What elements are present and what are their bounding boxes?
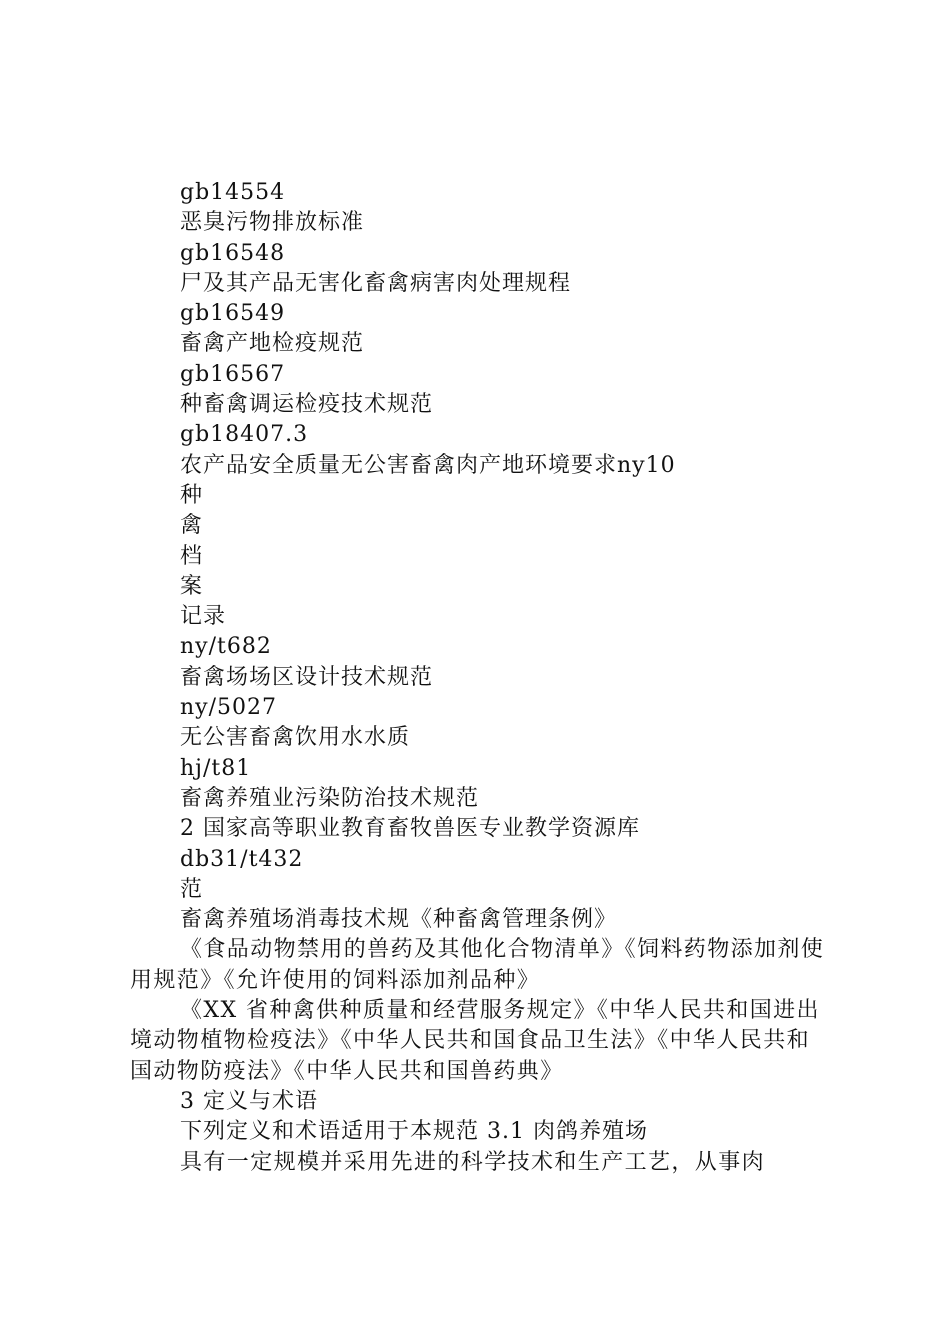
standard-code-db31-t432: db31/t432 xyxy=(180,846,304,872)
vertical-text-char: 种 xyxy=(180,482,204,508)
standard-title: 恶臭污物排放标准 xyxy=(180,210,365,236)
vertical-text-char: 禽 xyxy=(180,513,204,539)
definition-paragraph: 具有一定规模并采用先进的科学技术和生产工艺，从事肉 xyxy=(180,1149,766,1175)
standard-code-gb16549: gb16549 xyxy=(180,301,286,327)
definition-intro: 下列定义和术语适用于本规范 3.1 肉鸽养殖场 xyxy=(180,1119,648,1145)
standard-title: 种畜禽调运检疫技术规范 xyxy=(180,392,434,418)
standard-title: 畜禽养殖业污染防治技术规范 xyxy=(180,785,480,811)
vertical-text-char: 案 xyxy=(180,573,204,599)
law-list-paragraph: 《XX 省种禽供种质量和经营服务规定》《中华人民共和国进出境动物植物检疫法》《中华人民共和国食品卫生法》《中华人民共和国动物防疫法》《中华人民共和国兽药典》 xyxy=(130,998,820,1084)
standard-title: 记录 xyxy=(180,604,227,630)
resource-library-line: 2 国家高等职业教育畜牧兽医专业教学资源库 xyxy=(180,816,640,842)
vertical-text-char: 档 xyxy=(180,543,204,569)
section-heading: 3 定义与术语 xyxy=(180,1088,318,1114)
regulation-list-paragraph: 《食品动物禁用的兽药及其他化合物清单》《饲料药物添加剂使用规范》《允许使用的饲料添加剂品种》 xyxy=(130,937,825,993)
standard-title: 尸及其产品无害化畜禽病害肉处理规程 xyxy=(180,270,572,296)
standard-code-gb18407: gb18407.3 xyxy=(180,422,309,448)
standard-title: 农产品安全质量无公害畜禽肉产地环境要求ny10 xyxy=(180,452,676,478)
standard-title: 畜禽场场区设计技术规范 xyxy=(180,664,434,690)
standard-code-gb16548: gb16548 xyxy=(180,240,286,266)
standard-title: 畜禽产地检疫规范 xyxy=(180,331,365,357)
standard-code-hj-t81: hj/t81 xyxy=(180,755,252,781)
standard-code-gb14554: gb14554 xyxy=(180,180,286,205)
standard-title-fragment: 范 xyxy=(180,876,204,902)
document-body xyxy=(130,178,830,1178)
standard-title: 无公害畜禽饮用水水质 xyxy=(180,725,411,751)
standard-code-ny-t682: ny/t682 xyxy=(180,634,272,660)
standard-title: 畜禽养殖场消毒技术规《种畜禽管理条例》 xyxy=(180,907,618,933)
standard-code-ny-5027: ny/5027 xyxy=(180,695,277,721)
standard-code-gb16567: gb16567 xyxy=(180,361,286,387)
